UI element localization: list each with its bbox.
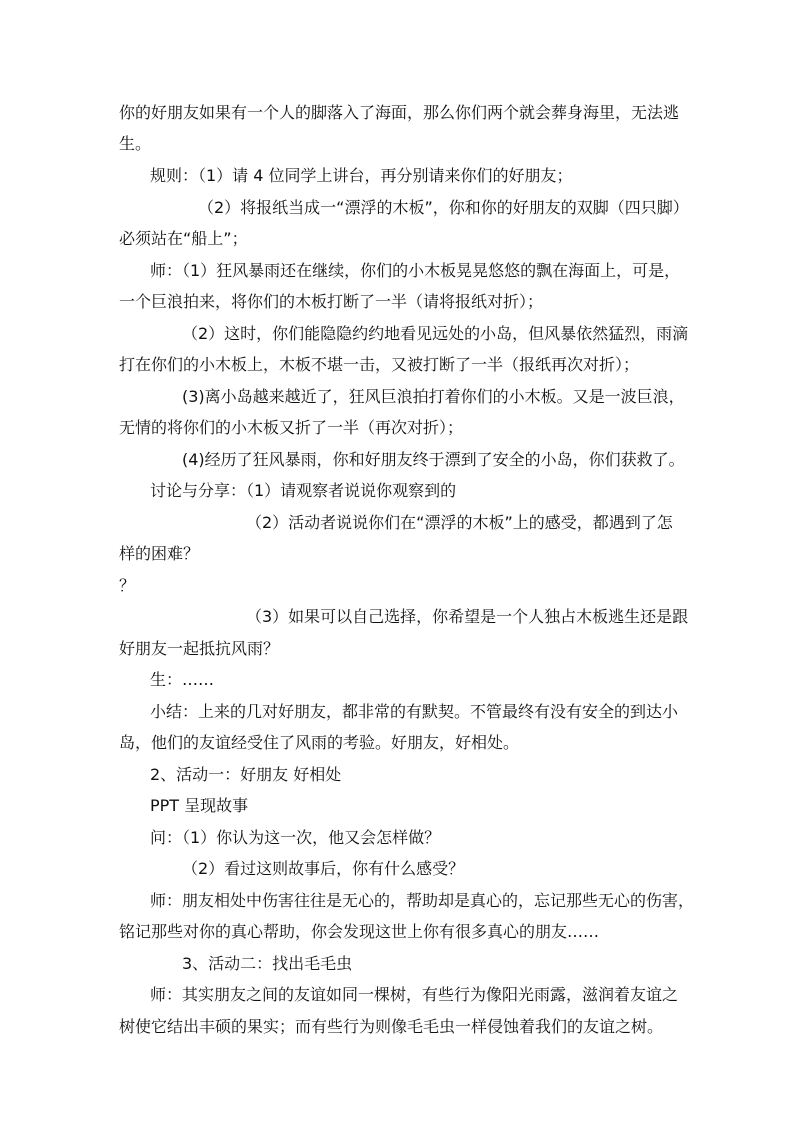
teacher-line: 师：朋友相处中伤害往往是无心的，帮助却是真心的，忘记那些无心的伤害， (150, 891, 695, 910)
discussion-line: 好朋友一起抵抗风雨？ (119, 639, 280, 658)
teacher-line: (3)离小岛越来越近了，狂风巨浪拍打着你们的小木板。又是一波巨浪， (182, 387, 685, 406)
discussion-line: （2）活动者说说你们在“漂浮的木板”上的感受，都遇到了怎 (246, 513, 673, 532)
rules-line: （2）将报纸当成一“漂浮的木板”，你和你的好朋友的双脚（四只脚） (198, 198, 689, 217)
rules-line: 必须站在“船上”； (119, 229, 248, 248)
question-line: 问：（1）你认为这一次，他又会怎样做？ (150, 828, 441, 847)
summary-line: 小结：上来的几对好朋友，都非常的有默契。不管最终有没有安全的到达小 (150, 702, 679, 721)
paragraph-line: PPT 呈现故事 (150, 796, 249, 815)
teacher-line: 树使它结出丰硕的果实；而有些行为则像毛毛虫一样侵蚀着我们的友谊之树。 (119, 1017, 664, 1036)
teacher-line: 师：（1）狂风暴雨还在继续，你们的小木板晃晃悠悠的飘在海面上，可是， (150, 261, 681, 280)
discussion-line: （3）如果可以自己选择，你希望是一个人独占木板逃生还是跟 (246, 607, 689, 626)
teacher-line: 打在你们的小木板上，木板不堪一击，又被打断了一半（报纸再次对折）； (119, 355, 640, 374)
teacher-line: 一个巨浪拍来，将你们的木板打断了一半（请将报纸对折）； (119, 292, 544, 311)
discussion-line: 样的困难？ (119, 544, 200, 563)
teacher-line: (4)经历了狂风暴雨，你和好朋友终于漂到了安全的小岛，你们获救了。 (182, 450, 685, 469)
question-line: （2）看过这则故事后，你有什么感受？ (182, 859, 465, 878)
activity-heading: 2、活动一：好朋友 好相处 (150, 765, 342, 784)
rules-line: 规则：（1）请 4 位同学上讲台，再分别请来你们的好朋友； (150, 166, 573, 185)
summary-line: 岛，他们的友谊经受住了风雨的考验。好朋友，好相处。 (119, 733, 520, 752)
paragraph-line: 你的好朋友如果有一个人的脚落入了海面，那么你们两个就会葬身海里，无法逃 (119, 103, 680, 122)
activity-heading: 3、活动二：找出毛毛虫 (182, 954, 353, 973)
paragraph-line: 生。 (119, 134, 152, 153)
teacher-line: （2）这时，你们能隐隐约约地看见远处的小岛，但风暴依然猛烈，雨滴 (182, 324, 689, 343)
teacher-line: 无情的将你们的小木板又折了一半（再次对折）； (119, 418, 464, 437)
discussion-line: ？ (119, 576, 136, 595)
discussion-line: 讨论与分享：（1）请观察者说说你观察到的 (150, 481, 457, 500)
teacher-line: 师：其实朋友之间的友谊如同一棵树，有些行为像阳光雨露，滋润着友谊之 (150, 985, 679, 1004)
student-line: 生：…… (150, 670, 215, 689)
teacher-line: 铭记那些对你的真心帮助，你会发现这世上你有很多真心的朋友…… (119, 922, 600, 941)
